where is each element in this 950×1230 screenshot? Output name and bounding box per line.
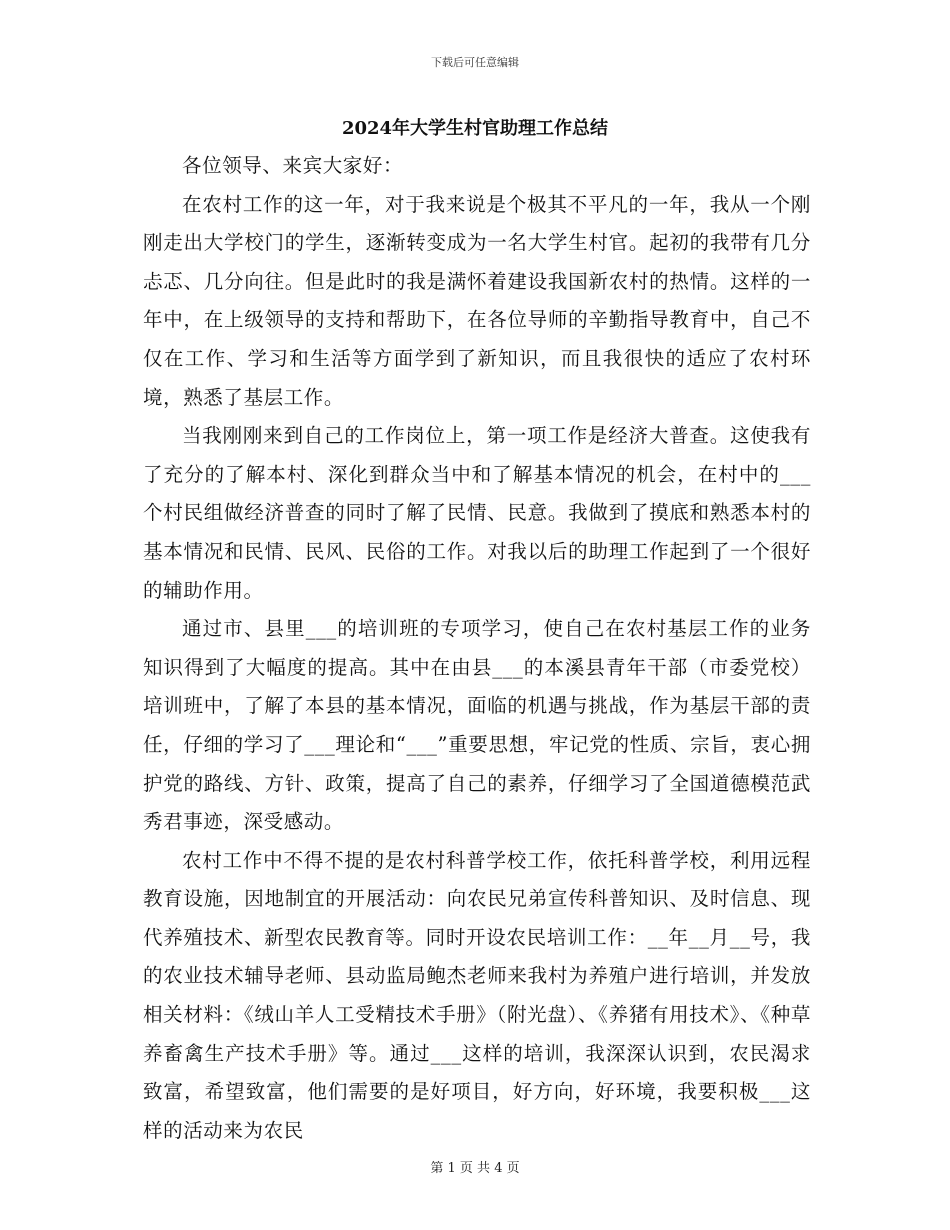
document-title: 2024年大学生村官助理工作总结 xyxy=(341,118,609,139)
body-paragraph-4: 农村工作中不得不提的是农村科普学校工作，依托科普学校，利用远程教育设施，因地制宜的开展活动：向农民兄弟宣传科普知识、及时信息、现代养殖技术、新型农民教育等。同时开设农民培训工作：__年__月__号，我的农业技术辅导老师、县动监局鲍杰老师来我村为养殖户进行培训，并发放相关材料：《绒山羊人工受精技术手册》（附光盘）、《养猪有用技术》、《种草养畜禽生产技术手册》等。通过___这样的培训，我深深认识到，农民渴求致富，希望致富，他们需要的是好项目，好方向，好环境，我要积极___这样的活动来为农民 xyxy=(143,848,811,1142)
document-body xyxy=(143,147,811,1150)
body-paragraph-1: 在农村工作的这一年，对于我来说是个极其不平凡的一年，我从一个刚刚走出大学校门的学生，逐渐转变成为一名大学生村官。起初的我带有几分忐忑、几分向往。但是此时的我是满怀着建设我国新农村的热情。这样的一年中，在上级领导的支持和帮助下，在各位导师的辛勤指导教育中，自己不仅在工作、学习和生活等方面学到了新知识，而且我很快的适应了农村环境，熟悉了基层工作。 xyxy=(143,192,811,409)
header-note: 下载后可任意编辑 xyxy=(431,56,519,69)
body-paragraph-3: 通过市、县里___的培训班的专项学习，使自己在农村基层工作的业务知识得到了大幅度的提高。其中在由县___的本溪县青年干部（市委党校）培训班中，了解了本县的基本情况，面临的机遇与挑战，作为基层干部的责任，仔细的学习了___理论和“___”重要思想，牢记党的性质、宗旨，衷心拥护党的路线、方针、政策，提高了自己的素养，仔细学习了全国道德模范武秀君事迹，深受感动。 xyxy=(143,617,811,834)
salutation: 各位领导、来宾大家好： xyxy=(182,154,404,177)
body-paragraph-2: 当我刚刚来到自己的工作岗位上，第一项工作是经济大普查。这使我有了充分的了解本村、深化到群众当中和了解基本情况的机会，在村中的___个村民组做经济普查的同时了解了民情、民意。我做到了摸底和熟悉本村的基本情况和民情、民风、民俗的工作。对我以后的助理工作起到了一个很好的辅助作用。 xyxy=(143,424,811,602)
page-footer: 第 1 页 共 4 页 xyxy=(430,1161,520,1176)
